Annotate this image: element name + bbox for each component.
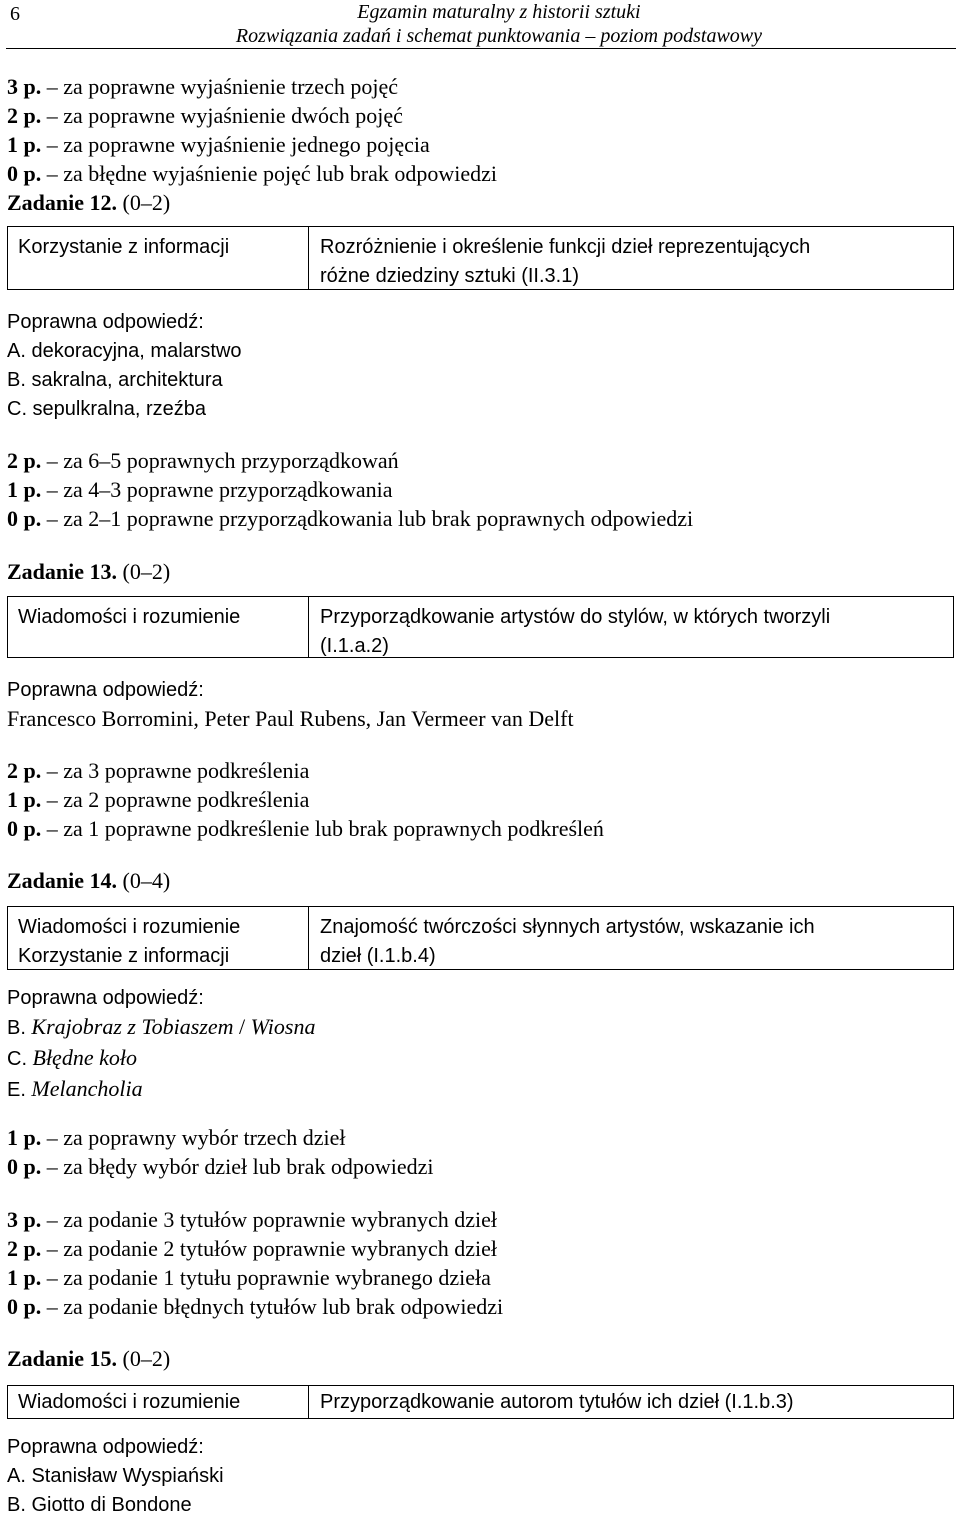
task-14-scoring-b: [7, 1205, 947, 1321]
answer-item: C. Błędne koło: [7, 1045, 137, 1070]
task-15-area: Wiadomości i rozumienie: [18, 1391, 241, 1413]
task-15-requirement: Przyporządkowanie autorom tytułów ich dzieł (I.1.b.3): [320, 1391, 794, 1413]
task-14-title: Zadanie 14. (0–4): [7, 868, 171, 893]
header-line-2: Rozwiązania zadań i schemat punktowania – poziom podstawowy: [235, 25, 762, 47]
scoring-line: 2 p. – za poprawne wyjaśnienie dwóch pojęć: [7, 103, 403, 128]
scoring-line: 2 p. – za 6–5 poprawnych przyporządkowań: [7, 448, 399, 473]
task-12-area: Korzystanie z informacji: [18, 236, 230, 258]
scoring-line: 0 p. – za błędne wyjaśnienie pojęć lub brak odpowiedzi: [7, 161, 497, 186]
scoring-line: 3 p. – za poprawne wyjaśnienie trzech pojęć: [7, 74, 398, 99]
scoring-line: 1 p. – za poprawny wybór trzech dzieł: [7, 1125, 346, 1150]
scoring-line: 3 p. – za podanie 3 tytułów poprawnie wybranych dzieł: [7, 1207, 497, 1232]
task-14-requirements-table: [7, 906, 954, 970]
task-14-area: Wiadomości i rozumienie Korzystanie z informacji: [18, 916, 241, 967]
page-header: [6, 0, 956, 49]
scoring-line: 1 p. – za poprawne wyjaśnienie jednego pojęcia: [7, 132, 430, 157]
task-12-requirement: Rozróżnienie i określenie funkcji dzieł reprezentujących różne dziedziny sztuki (II.3.1): [320, 236, 811, 287]
task-12-title: Zadanie 12. (0–2): [7, 190, 171, 215]
answer-label: Poprawna odpowiedź:: [7, 987, 204, 1009]
answer-item: B. Giotto di Bondone: [7, 1494, 192, 1516]
table-divider: [308, 597, 309, 657]
answer-item: A. dekoracyjna, malarstwo: [7, 340, 242, 362]
task-14-requirement: Znajomość twórczości słynnych artystów, wskazanie ich dzieł (I.1.b.4): [320, 916, 815, 967]
scoring-line: 1 p. – za 2 poprawne podkreślenia: [7, 787, 310, 812]
task-12-scoring: [7, 446, 947, 533]
task-12-answers: [7, 308, 947, 424]
task-13-requirements-table: [7, 596, 954, 658]
scoring-line: 0 p. – za 1 poprawne podkreślenie lub brak poprawnych podkreśleń: [7, 816, 604, 841]
task-13-area: Wiadomości i rozumienie: [18, 606, 241, 628]
task-14-scoring-a: [7, 1123, 947, 1181]
scoring-line: 1 p. – za 4–3 poprawne przyporządkowania: [7, 477, 393, 502]
scoring-prev-task: [7, 72, 947, 188]
task-12-requirements-table: [7, 226, 954, 290]
task-13-answer: [7, 704, 947, 733]
scoring-line: 2 p. – za podanie 2 tytułów poprawnie wybranych dzieł: [7, 1236, 497, 1261]
header-line-1: Egzamin maturalny z historii sztuki: [357, 1, 641, 23]
scoring-line: 0 p. – za 2–1 poprawne przyporządkowania lub brak poprawnych odpowiedzi: [7, 506, 694, 531]
task-13-title: Zadanie 13. (0–2): [7, 559, 171, 584]
task-13-requirement: Przyporządkowanie artystów do stylów, w których tworzyli (I.1.a.2): [320, 606, 831, 657]
task-14-answer-list: [7, 1012, 947, 1105]
scoring-line: 0 p. – za błędy wybór dzieł lub brak odpowiedzi: [7, 1154, 434, 1179]
scoring-line: 1 p. – za podanie 1 tytułu poprawnie wybranego dzieła: [7, 1265, 491, 1290]
answer-item: C. sepulkralna, rzeźba: [7, 398, 206, 420]
answer-item: Francesco Borromini, Peter Paul Rubens, Jan Vermeer van Delft: [7, 706, 574, 731]
page-number: 6: [10, 3, 20, 25]
answer-label: Poprawna odpowiedź:: [7, 1436, 204, 1458]
header-title: [236, 0, 762, 48]
task-15-requirements-table: [7, 1385, 954, 1419]
table-divider: [308, 1386, 309, 1418]
scoring-line: 2 p. – za 3 poprawne podkreślenia: [7, 758, 310, 783]
task-15-answers: [7, 1433, 947, 1520]
task-15-title: Zadanie 15. (0–2): [7, 1346, 171, 1371]
task-14-answers: [7, 984, 947, 1013]
answer-item: E. Melancholia: [7, 1076, 143, 1101]
task-13-answers: [7, 676, 947, 705]
answer-label: Poprawna odpowiedź:: [7, 311, 204, 333]
table-divider: [308, 227, 309, 289]
answer-item: A. Stanisław Wyspiański: [7, 1465, 224, 1487]
scoring-line: 0 p. – za podanie błędnych tytułów lub brak odpowiedzi: [7, 1294, 504, 1319]
answer-item: B. Krajobraz z Tobiaszem / Wiosna: [7, 1014, 316, 1039]
answer-label: Poprawna odpowiedź:: [7, 679, 204, 701]
answer-item: B. sakralna, architektura: [7, 369, 223, 391]
task-13-scoring: [7, 756, 947, 843]
table-divider: [308, 907, 309, 969]
